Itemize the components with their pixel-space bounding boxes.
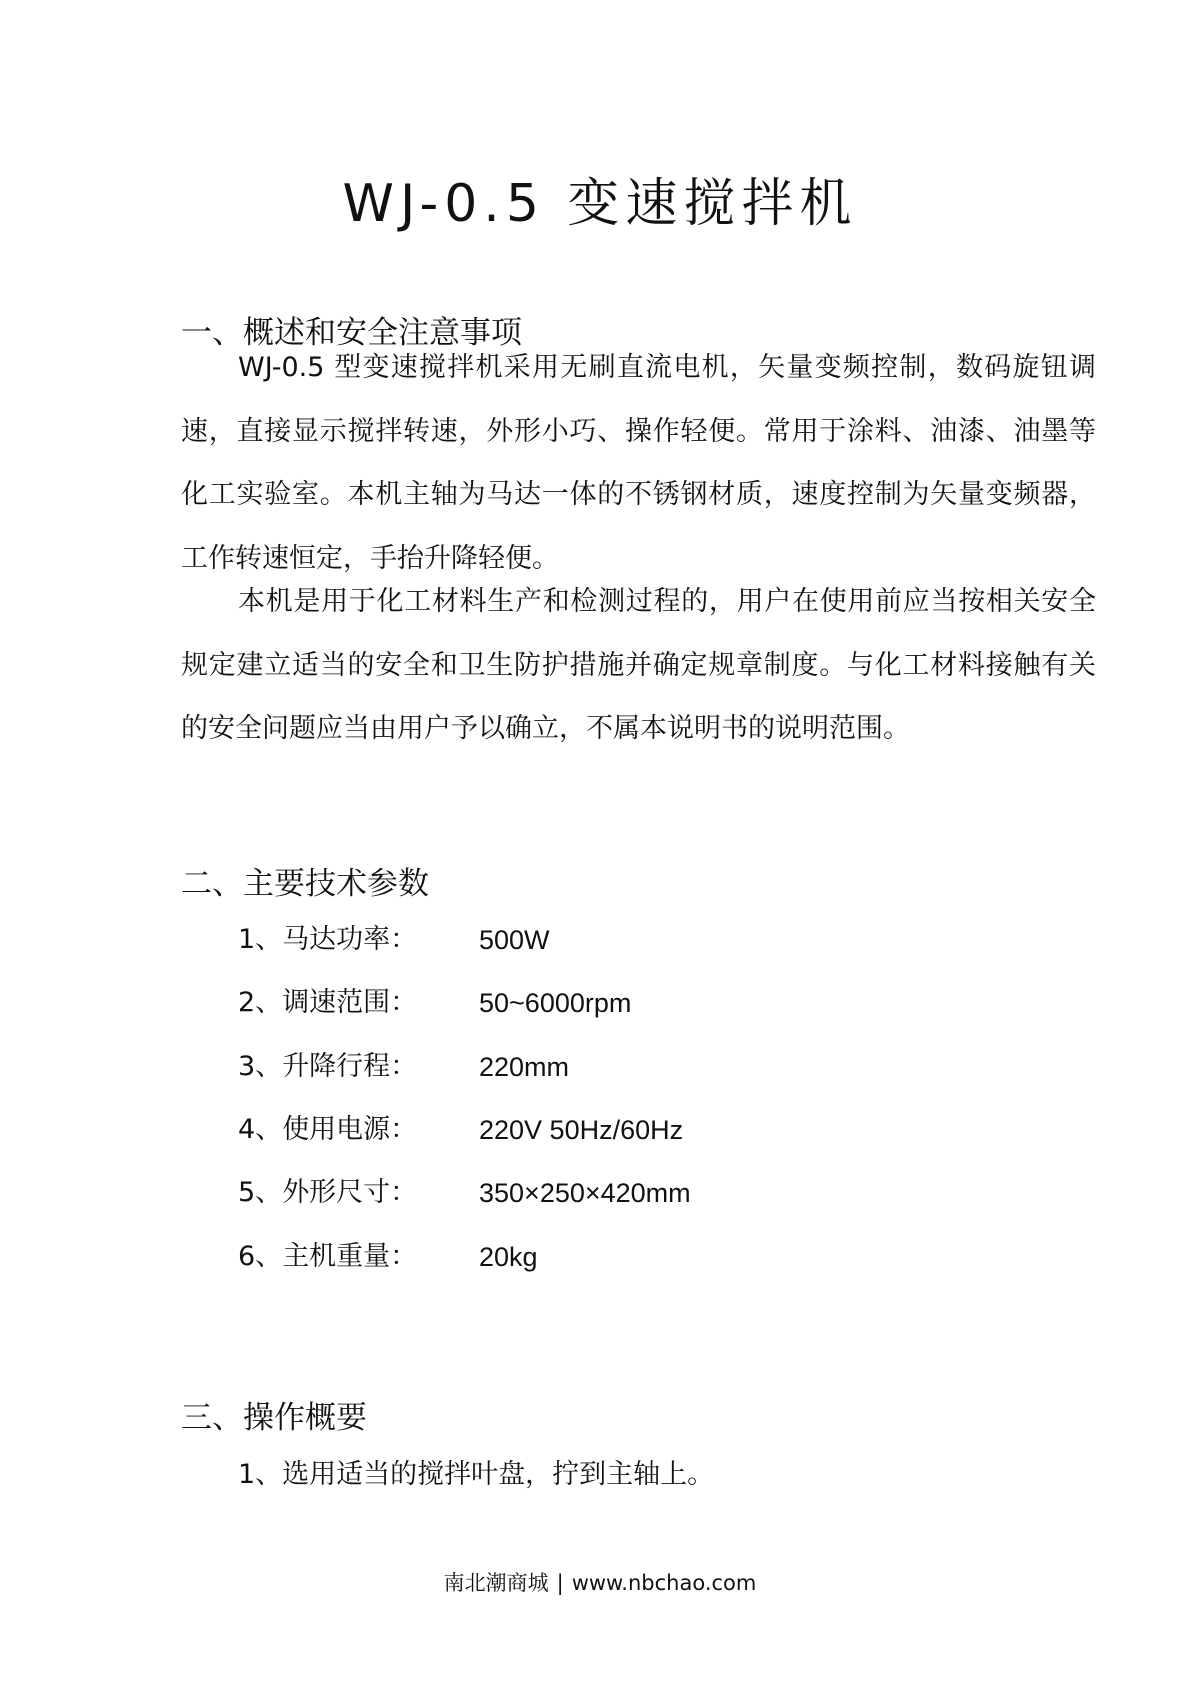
section-heading-specs: 二、主要技术参数 (181, 866, 429, 902)
spec-name: 马达功率： (282, 924, 418, 955)
operation-step: 1、选用适当的搅拌叶盘，拧到主轴上。 (238, 1459, 715, 1490)
section-heading-operation: 三、操作概要 (181, 1400, 367, 1436)
spec-row (238, 983, 632, 1023)
spec-number: 4、 (238, 1114, 283, 1145)
document-title: WJ-0.5 变速搅拌机 (342, 174, 858, 234)
footer-separator: | (556, 1571, 564, 1595)
spec-number: 1、 (238, 924, 283, 955)
spec-value: 220V 50Hz/60Hz (479, 1115, 684, 1145)
spec-row (238, 1047, 570, 1087)
footer-site-name: 南北潮商城 (443, 1571, 549, 1595)
page-footer (0, 1568, 1200, 1598)
overview-paragraph-1: WJ-0.5 型变速搅拌机采用无刷直流电机，矢量变频控制，数码旋钮调速，直接显示搅拌转速，外形小巧、操作轻便。常用于涂料、油漆、油墨等化工实验室。本机主轴为马达一体的不锈钢材质，速度控制为矢量变频器，工作转速恒定，手抬升降轻便。 (181, 352, 1096, 574)
spec-value: 20kg (479, 1242, 538, 1272)
spec-number: 2、 (238, 987, 283, 1018)
spec-name: 主机重量： (282, 1241, 418, 1272)
spec-row (238, 1110, 684, 1150)
spec-value: 220mm (479, 1052, 570, 1082)
spec-value: 50~6000rpm (479, 988, 632, 1018)
spec-name: 升降行程： (282, 1051, 418, 1082)
spec-row (238, 1237, 538, 1277)
footer-url[interactable]: www.nbchao.com (571, 1571, 757, 1595)
spec-number: 5、 (238, 1177, 283, 1208)
spec-name: 调速范围： (282, 987, 418, 1018)
overview-paragraph-2: 本机是用于化工材料生产和检测过程的，用户在使用前应当按相关安全规定建立适当的安全和卫生防护措施并确定规章制度。与化工材料接触有关的安全问题应当由用户予以确立，不属本说明书的说明范围。 (181, 586, 1096, 744)
spec-row (238, 1173, 691, 1213)
spec-number: 6、 (238, 1241, 283, 1272)
spec-row (238, 920, 550, 960)
spec-value: 350×250×420mm (479, 1178, 691, 1208)
section-heading-overview: 一、概述和安全注意事项 (181, 315, 522, 351)
spec-name: 外形尺寸： (282, 1177, 418, 1208)
spec-name: 使用电源： (282, 1114, 418, 1145)
spec-number: 3、 (238, 1051, 283, 1082)
spec-value: 500W (479, 925, 550, 955)
